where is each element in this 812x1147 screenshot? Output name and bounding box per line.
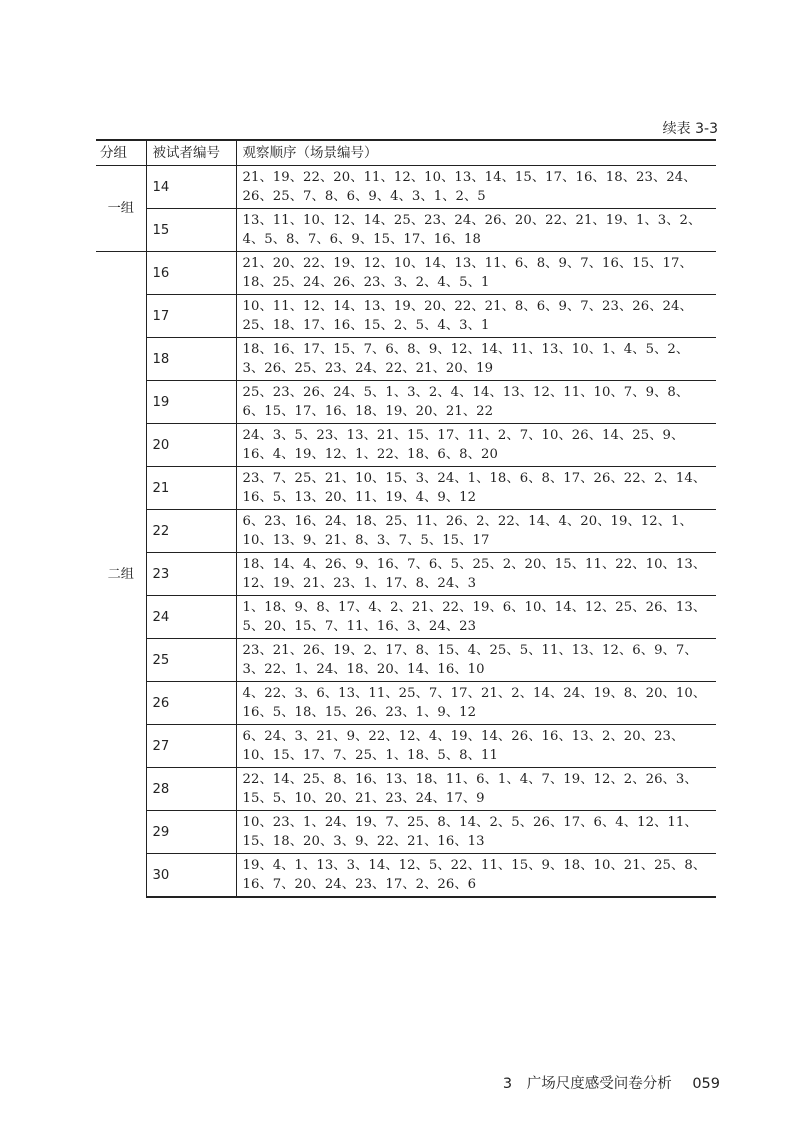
observation-order-table [96, 139, 716, 898]
subject-id: 30 [146, 854, 236, 898]
table-row [96, 596, 716, 639]
header-group: 分组 [96, 140, 146, 166]
subject-id: 29 [146, 811, 236, 854]
observation-sequence: 6、24、3、21、9、22、12、4、19、14、26、16、13、2、20、23、10、15、17、7、25、1、18、5、8、11 [236, 725, 716, 768]
observation-sequence: 21、19、22、20、11、12、10、13、14、15、17、16、18、23、24、26、25、7、8、6、9、4、3、1、2、5 [236, 166, 716, 209]
page-footer [493, 1072, 720, 1093]
table-row [96, 381, 716, 424]
subject-id: 24 [146, 596, 236, 639]
observation-sequence: 21、20、22、19、12、10、14、13、11、6、8、9、7、16、15、17、18、25、24、26、23、3、2、4、5、1 [236, 252, 716, 295]
subject-id: 27 [146, 725, 236, 768]
observation-sequence: 13、11、10、12、14、25、23、24、26、20、22、21、19、1、3、2、4、5、8、7、6、9、15、17、16、18 [236, 209, 716, 252]
subject-id: 28 [146, 768, 236, 811]
table-row [96, 467, 716, 510]
group-label: 一组 [96, 166, 146, 252]
table-row [96, 639, 716, 682]
subject-id: 17 [146, 295, 236, 338]
table-row [96, 252, 716, 295]
observation-sequence: 10、11、12、14、13、19、20、22、21、8、6、9、7、23、26、24、25、18、17、16、15、2、5、4、3、1 [236, 295, 716, 338]
header-observation-order: 观察顺序（场景编号） [236, 140, 716, 166]
subject-id: 22 [146, 510, 236, 553]
subject-id: 16 [146, 252, 236, 295]
page-number: 059 [692, 1076, 720, 1092]
table-row [96, 854, 716, 898]
footer-chapter-number: 3 [502, 1076, 513, 1092]
table-row [96, 424, 716, 467]
observation-sequence: 1、18、9、8、17、4、2、21、22、19、6、10、14、12、25、26、13、5、20、15、7、11、16、3、24、23 [236, 596, 716, 639]
observation-sequence: 23、21、26、19、2、17、8、15、4、25、5、11、13、12、6、9、7、3、22、1、24、18、20、14、16、10 [236, 639, 716, 682]
table-header-row [96, 140, 716, 166]
observation-sequence: 10、23、1、24、19、7、25、8、14、2、5、26、17、6、4、12、11、15、18、20、3、9、22、21、16、13 [236, 811, 716, 854]
subject-id: 19 [146, 381, 236, 424]
group-label: 二组 [96, 252, 146, 898]
observation-sequence: 18、14、4、26、9、16、7、6、5、25、2、20、15、11、22、10、13、12、19、21、23、1、17、8、24、3 [236, 553, 716, 596]
table-row [96, 768, 716, 811]
observation-sequence: 24、3、5、23、13、21、15、17、11、2、7、10、26、14、25、9、16、4、19、12、1、22、18、6、8、20 [236, 424, 716, 467]
footer-chapter-title: 广场尺度感受问卷分析 [526, 1076, 672, 1092]
observation-sequence: 19、4、1、13、3、14、12、5、22、11、15、9、18、10、21、25、8、16、7、20、24、23、17、2、26、6 [236, 854, 716, 898]
observation-sequence: 4、22、3、6、13、11、25、7、17、21、2、14、24、19、8、20、10、16、5、18、15、26、23、1、9、12 [236, 682, 716, 725]
observation-sequence: 22、14、25、8、16、13、18、11、6、1、4、7、19、12、2、26、3、15、5、10、20、21、23、24、17、9 [236, 768, 716, 811]
table-row [96, 811, 716, 854]
table-row [96, 209, 716, 252]
table-row [96, 295, 716, 338]
subject-id: 14 [146, 166, 236, 209]
table-caption: 续表 3-3 [662, 121, 718, 137]
table-row [96, 725, 716, 768]
observation-sequence: 6、23、16、24、18、25、11、26、2、22、14、4、20、19、12、1、10、13、9、21、8、3、7、5、15、17 [236, 510, 716, 553]
subject-id: 15 [146, 209, 236, 252]
subject-id: 25 [146, 639, 236, 682]
table-row [96, 682, 716, 725]
subject-id: 26 [146, 682, 236, 725]
table-row [96, 553, 716, 596]
subject-id: 21 [146, 467, 236, 510]
observation-sequence: 18、16、17、15、7、6、8、9、12、14、11、13、10、1、4、5、2、3、26、25、23、24、22、21、20、19 [236, 338, 716, 381]
subject-id: 23 [146, 553, 236, 596]
table-row [96, 166, 716, 209]
observation-sequence: 23、7、25、21、10、15、3、24、1、18、6、8、17、26、22、2、14、16、5、13、20、11、19、4、9、12 [236, 467, 716, 510]
table-row [96, 510, 716, 553]
table-row [96, 338, 716, 381]
subject-id: 18 [146, 338, 236, 381]
subject-id: 20 [146, 424, 236, 467]
header-subject-id: 被试者编号 [146, 140, 236, 166]
observation-sequence: 25、23、26、24、5、1、3、2、4、14、13、12、11、10、7、9、8、6、15、17、16、18、19、20、21、22 [236, 381, 716, 424]
